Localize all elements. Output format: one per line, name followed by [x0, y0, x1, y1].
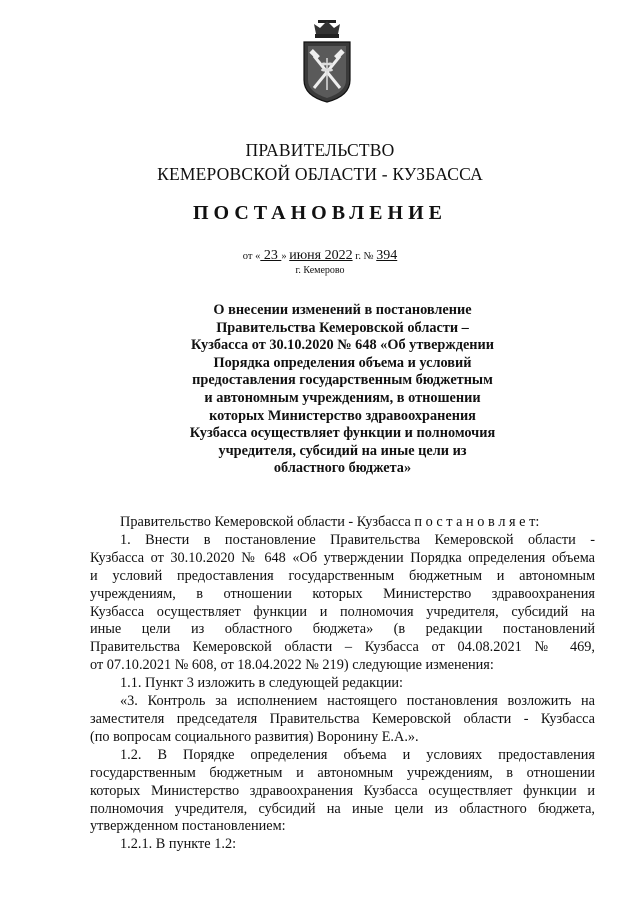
title-line: областного бюджета»: [273, 460, 412, 477]
document-date-number: от « 23 » июня 2022 г. № 394: [242, 248, 398, 263]
body-line: 1.2. В Порядке определения объема и условиях предоставления: [120, 746, 595, 763]
coat-of-arms-icon: [300, 18, 354, 104]
title-line: и автономным учреждениям, в отношении: [204, 389, 481, 406]
body-line: «3. Контроль за исполнением настоящего постановления возложить на: [120, 693, 595, 710]
body-line: Кузбасса осуществляет функции и полномочия учредителя, субсидий на: [90, 603, 595, 620]
body-line: заместителя председателя Правительства Кемеровской области - Кузбасса: [90, 710, 595, 727]
body-line: Правительство Кемеровской области - Кузбасса п о с т а н о в л я е т:: [120, 514, 540, 530]
document-title: [160, 302, 525, 478]
body-line: 1.2.1. В пункте 1.2:: [120, 836, 237, 853]
title-line: предоставления государственным бюджетным: [192, 372, 493, 389]
document-number: 394: [376, 248, 398, 263]
document-type: ПОСТАНОВЛЕНИЕ: [193, 202, 447, 224]
date-month-year: июня 2022: [289, 248, 353, 263]
document-body: [90, 514, 595, 854]
body-line: Кузбасса от 30.10.2020 № 648 «Об утверждении Порядка определения объема: [90, 549, 595, 566]
body-line: учреждениям, в отношении которых Министерство здравоохранения: [90, 585, 595, 602]
title-line: которых Министерство здравоохранения: [209, 407, 476, 424]
body-line: 1. Внести в постановление Правительства Кемеровской области -: [120, 531, 595, 548]
body-line: иные цели из областного бюджета» (в редакции постановлений: [90, 621, 595, 638]
body-line: 1.1. Пункт 3 изложить в следующей редакции:: [120, 675, 403, 692]
body-line: утвержденном постановлением:: [90, 818, 286, 835]
title-line: Правительства Кемеровской области –: [216, 319, 469, 336]
organization-region: КЕМЕРОВСКОЙ ОБЛАСТИ - КУЗБАССА: [157, 164, 483, 184]
body-line: полномочия учредителя, субсидий на иные цели из областного бюджета,: [90, 800, 595, 817]
date-day: 23: [260, 248, 282, 263]
body-line: Правительства Кемеровской области – Кузбасса от 04.08.2021 № 469,: [90, 639, 595, 656]
title-line: учредителя, субсидий на иные цели из: [218, 442, 467, 459]
body-line: государственным бюджетным и автономным учреждениям, в отношении: [90, 764, 595, 781]
title-line: О внесении изменений в постановление: [213, 302, 472, 318]
body-line: которых Министерство здравоохранения Кузбасса осуществляет функции и: [90, 782, 595, 799]
title-line: Порядка определения объема и условий: [213, 354, 472, 371]
body-line: (по вопросам социального развития) Воронину Е.А.».: [90, 728, 419, 745]
title-line: Кузбасса осуществляет функции и полномочия: [189, 425, 496, 442]
document-city: г. Кемерово: [295, 265, 345, 276]
body-line: от 07.10.2021 № 608, от 18.04.2022 № 219) следующие изменения:: [90, 657, 494, 674]
title-line: Кузбасса от 30.10.2020 № 648 «Об утверждении: [190, 337, 495, 354]
body-line: и условий предоставления государственным бюджетным и автономным: [90, 567, 595, 584]
organization-name: ПРАВИТЕЛЬСТВО: [245, 140, 395, 160]
